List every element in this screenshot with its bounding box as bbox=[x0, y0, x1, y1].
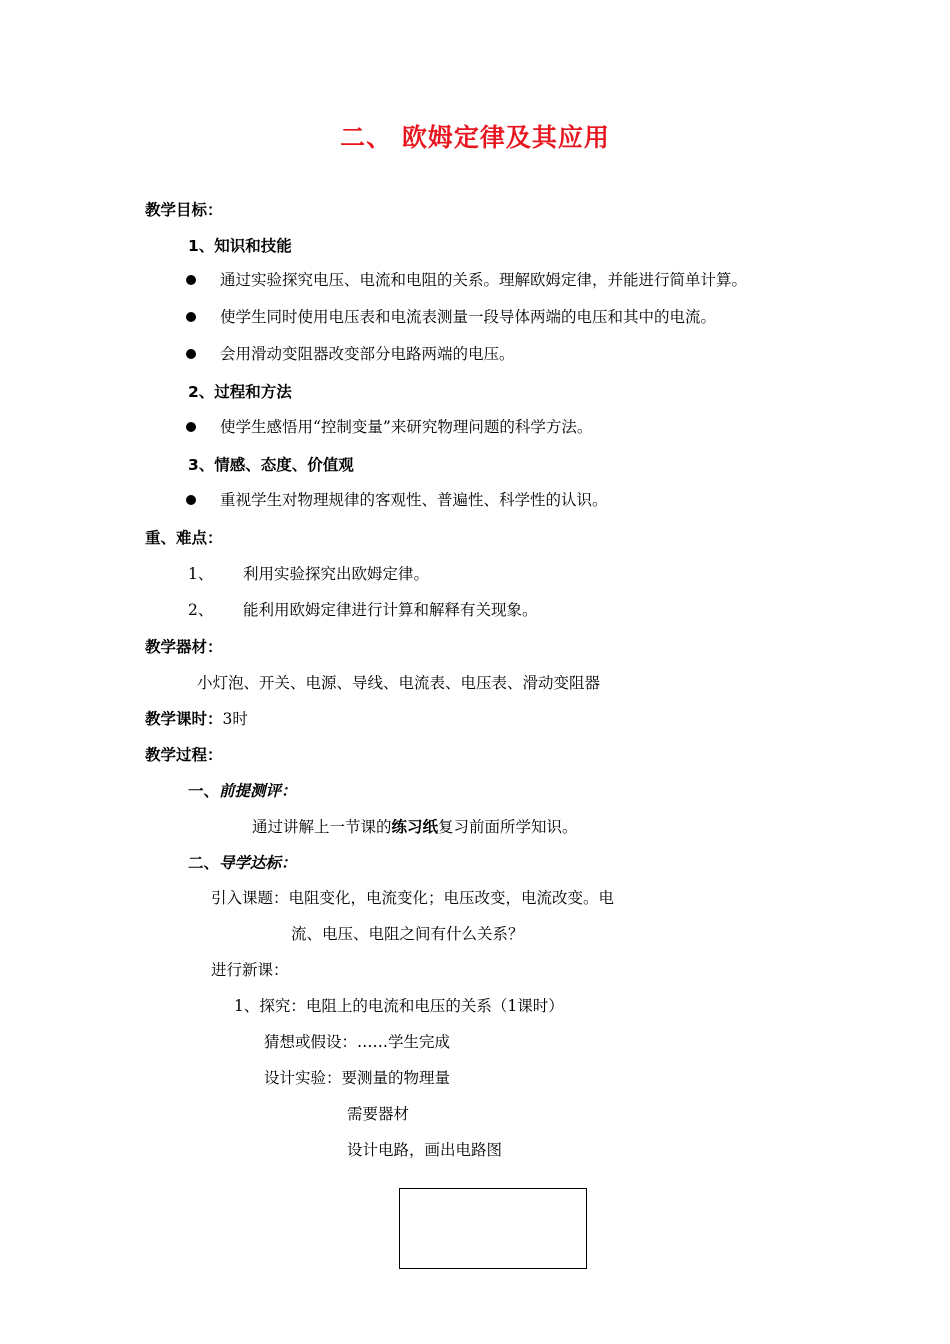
bullet-icon bbox=[186, 275, 196, 285]
knowledge-item: 使学生同时使用电压表和电流表测量一段导体两端的电压和其中的电流。 bbox=[220, 308, 717, 326]
bullet-icon bbox=[186, 422, 196, 432]
section1-text-before: 通过讲解上一节课的 bbox=[252, 818, 392, 836]
process-item: 使学生感悟用“控制变量”来研究物理问题的科学方法。 bbox=[220, 418, 593, 436]
section1-text-bold: 练习纸 bbox=[391, 818, 439, 836]
key-point-text: 能利用欧姆定律进行计算和解释有关现象。 bbox=[243, 601, 538, 619]
hours-value: 3时 bbox=[222, 710, 248, 728]
design-line: 设计实验：要测量的物理量 bbox=[264, 1069, 451, 1087]
circuit-diagram-box bbox=[399, 1188, 587, 1269]
intro-line-1: 引入课题：电阻变化，电流变化；电压改变，电流改变。电 bbox=[211, 889, 615, 907]
section1-text-after: 复习前面所学知识。 bbox=[438, 818, 578, 836]
section1-number: 一、 bbox=[188, 782, 220, 800]
bullet-icon bbox=[186, 349, 196, 359]
process-heading: 2、过程和方法 bbox=[188, 383, 292, 401]
section1-text bbox=[252, 817, 578, 837]
procedure-heading: 教学过程： bbox=[145, 746, 223, 764]
knowledge-item: 会用滑动变阻器改变部分电路两端的电压。 bbox=[220, 345, 515, 363]
key-point-number: 1、 bbox=[188, 565, 214, 583]
key-point-number: 2、 bbox=[188, 601, 214, 619]
explore-line: 1、探究：电阻上的电流和电压的关系（1课时） bbox=[234, 997, 564, 1015]
key-point-text: 利用实验探究出欧姆定律。 bbox=[243, 565, 430, 583]
hours-line bbox=[145, 709, 248, 729]
hours-heading: 教学课时： bbox=[145, 710, 223, 728]
intro-line-2: 流、电压、电阻之间有什么关系？ bbox=[291, 925, 524, 943]
circuit-line: 设计电路，画出电路图 bbox=[347, 1141, 503, 1159]
equipment-needed-line: 需要器材 bbox=[347, 1105, 410, 1123]
section2-title: 导学达标： bbox=[219, 854, 297, 872]
objectives-heading: 教学目标： bbox=[145, 201, 223, 219]
hypothesis-line: 猜想或假设：……学生完成 bbox=[264, 1033, 451, 1051]
section1-title: 前提测评： bbox=[219, 782, 297, 800]
knowledge-item: 通过实验探究电压、电流和电阻的关系。理解欧姆定律，并能进行简单计算。 bbox=[220, 271, 748, 289]
section1-heading bbox=[188, 781, 297, 801]
key-points-heading: 重、难点： bbox=[145, 529, 223, 547]
new-lesson-label: 进行新课： bbox=[211, 961, 289, 979]
page-title: 二、 欧姆定律及其应用 bbox=[340, 123, 610, 152]
emotion-item: 重视学生对物理规律的客观性、普遍性、科学性的认识。 bbox=[220, 491, 608, 509]
bullet-icon bbox=[186, 312, 196, 322]
section2-number: 二、 bbox=[188, 854, 220, 872]
emotion-heading: 3、情感、态度、价值观 bbox=[188, 456, 354, 474]
section2-heading bbox=[188, 853, 297, 873]
bullet-icon bbox=[186, 495, 196, 505]
knowledge-heading: 1、知识和技能 bbox=[188, 237, 292, 255]
equipment-heading: 教学器材： bbox=[145, 638, 223, 656]
equipment-text: 小灯泡、开关、电源、导线、电流表、电压表、滑动变阻器 bbox=[197, 674, 601, 692]
